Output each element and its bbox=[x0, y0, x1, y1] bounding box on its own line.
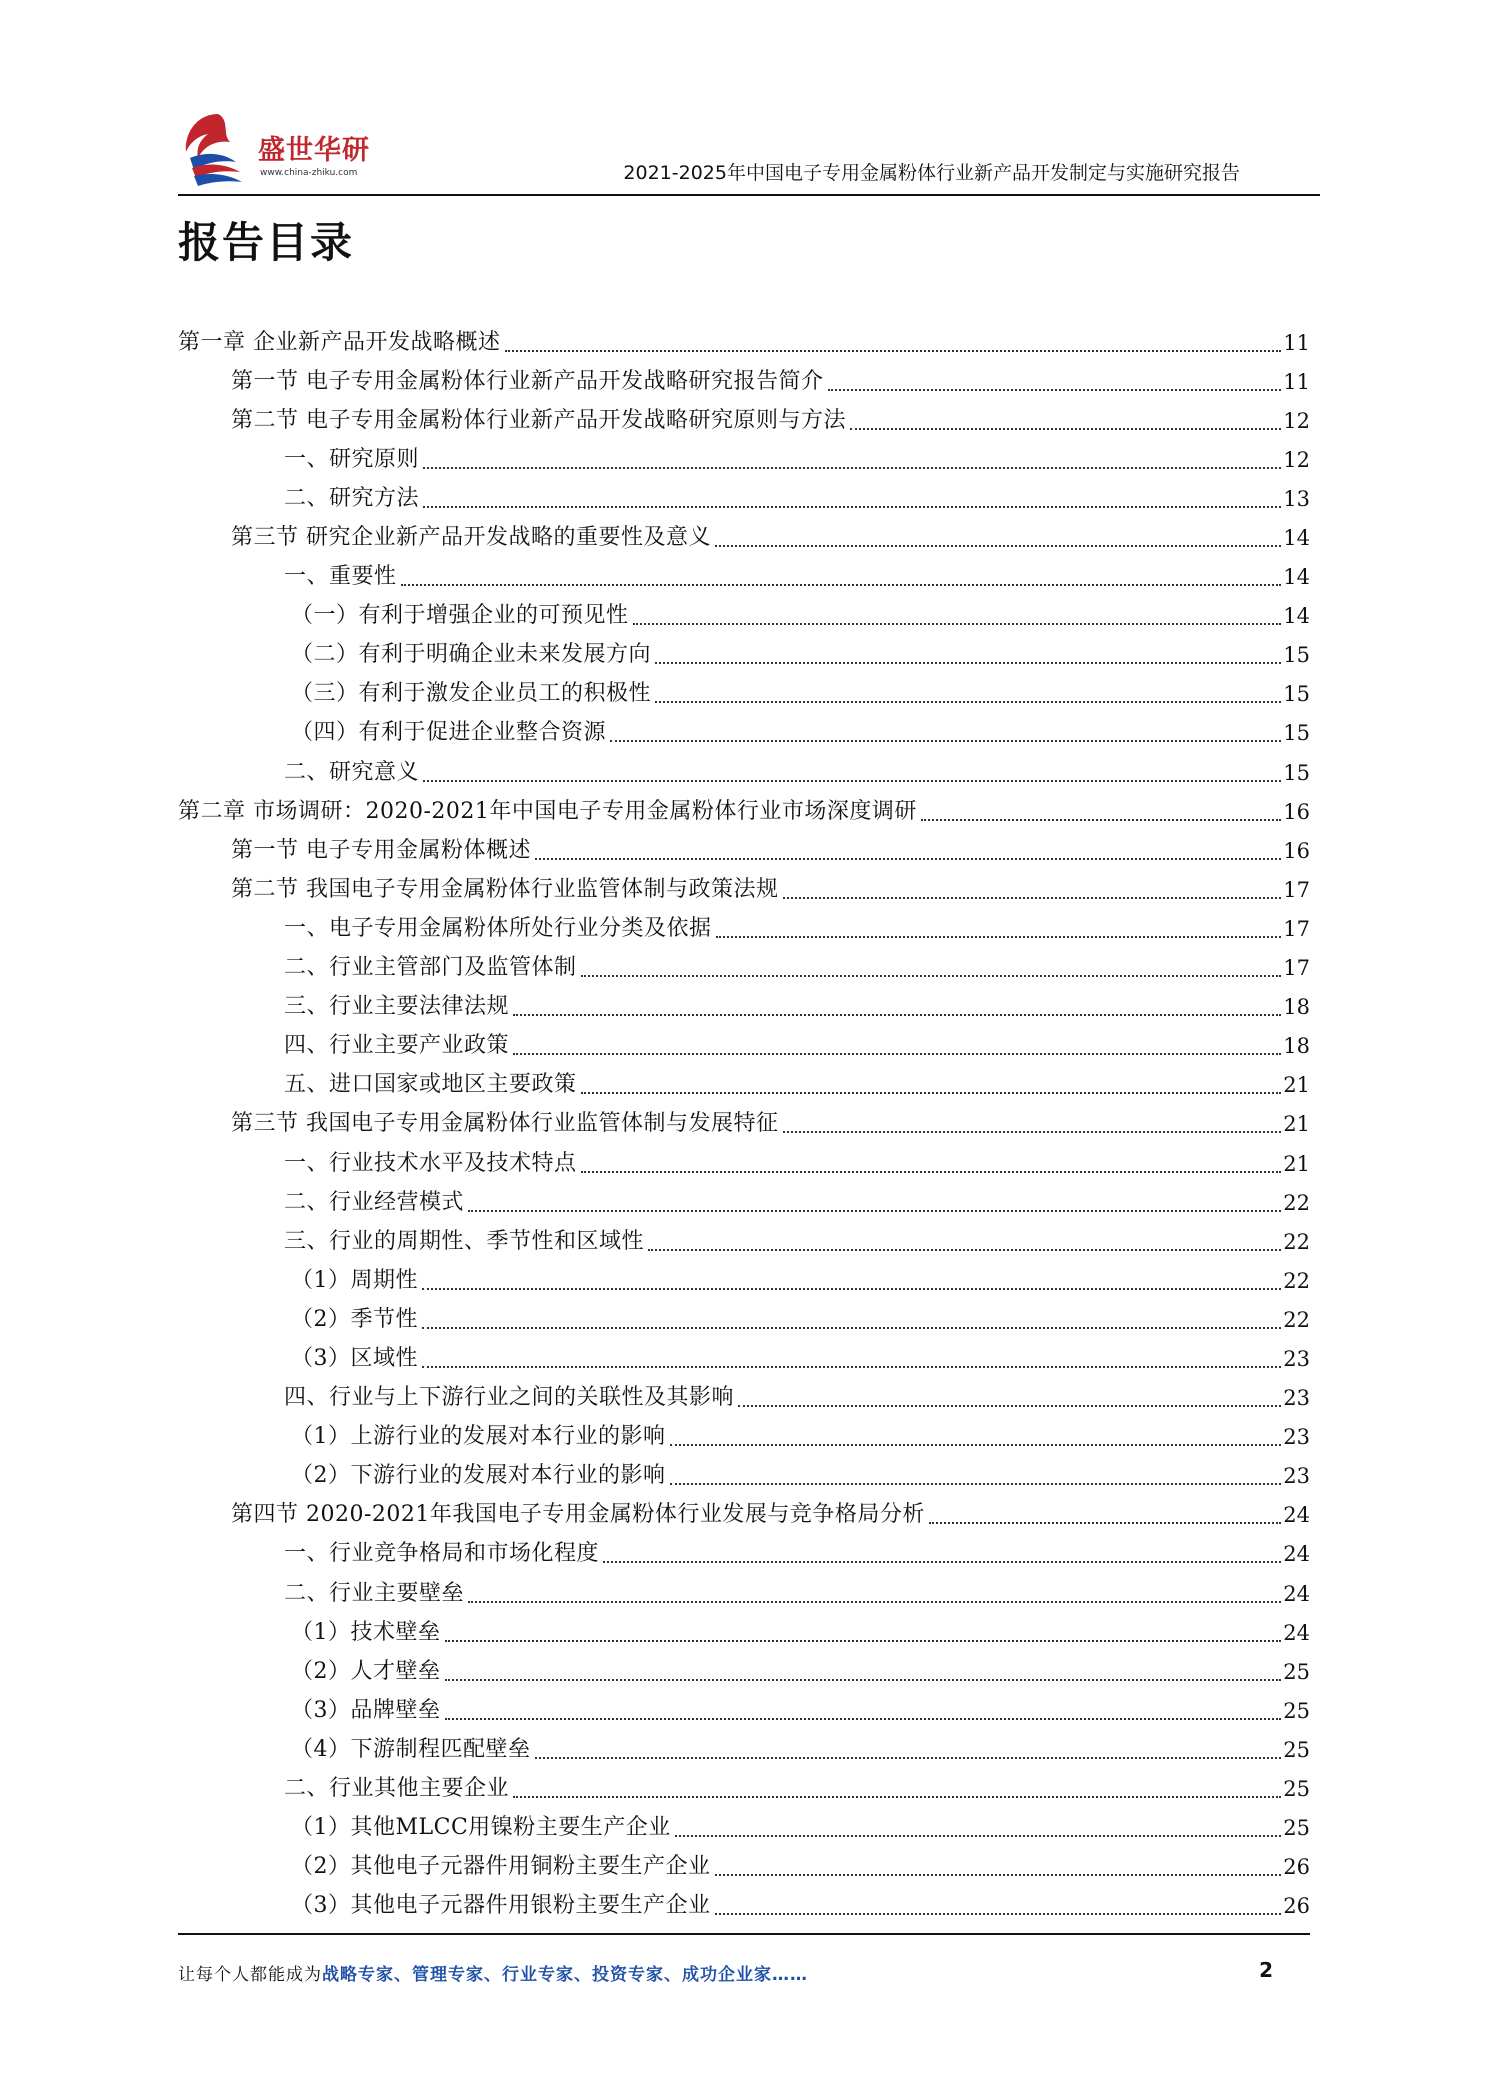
toc-entry[interactable] bbox=[178, 1769, 1310, 1808]
toc-entry-page: 16 bbox=[1283, 799, 1310, 824]
toc-entry[interactable] bbox=[178, 401, 1310, 440]
toc-entry-label: （2）其他电子元器件用铜粉主要生产企业 bbox=[291, 1854, 711, 1880]
toc-entry-page: 23 bbox=[1283, 1464, 1310, 1489]
toc-entry-page: 25 bbox=[1283, 1816, 1310, 1841]
toc-entry[interactable] bbox=[178, 1105, 1310, 1144]
toc-dot-leader bbox=[445, 1679, 1282, 1681]
toc-entry-page: 13 bbox=[1283, 486, 1310, 511]
toc-dot-leader bbox=[422, 1288, 1281, 1290]
toc-entry-label: 五、进口国家或地区主要政策 bbox=[284, 1072, 577, 1098]
toc-entry[interactable] bbox=[178, 1339, 1310, 1378]
toc-dot-leader bbox=[535, 858, 1281, 860]
toc-entry-label: 二、行业经营模式 bbox=[284, 1189, 465, 1215]
toc-entry-label: 第三节 研究企业新产品开发战略的重要性及意义 bbox=[231, 525, 711, 551]
page-header bbox=[178, 100, 1320, 196]
logo-url: www.china-zhiku.com bbox=[260, 168, 358, 178]
toc-entry-label: （1）上游行业的发展对本行业的影响 bbox=[291, 1424, 666, 1450]
toc-entry-label: 四、行业与上下游行业之间的关联性及其影响 bbox=[284, 1385, 735, 1411]
toc-entry-page: 21 bbox=[1283, 1151, 1310, 1176]
toc-dot-leader bbox=[715, 545, 1281, 547]
toc-entry-label: 第二节 我国电子专用金属粉体行业监管体制与政策法规 bbox=[231, 876, 779, 902]
toc-entry[interactable] bbox=[178, 1261, 1310, 1300]
toc-entry[interactable] bbox=[178, 440, 1310, 479]
toc-entry-page: 21 bbox=[1283, 1112, 1310, 1137]
toc-entry-label: 第四节 2020-2021年我国电子专用金属粉体行业发展与竞争格局分析 bbox=[231, 1502, 925, 1528]
toc-entry-page: 24 bbox=[1283, 1503, 1310, 1528]
toc-entry-page: 18 bbox=[1283, 995, 1310, 1020]
toc-entry-page: 22 bbox=[1283, 1307, 1310, 1332]
toc-entry[interactable] bbox=[178, 1730, 1310, 1769]
slogan-highlight: 战略专家、管理专家、行业专家、投资专家、成功企业家…… bbox=[322, 1965, 808, 1985]
toc-entry[interactable] bbox=[178, 1222, 1310, 1261]
toc-dot-leader bbox=[468, 1601, 1281, 1603]
toc-entry-label: （3）品牌壁垒 bbox=[291, 1697, 441, 1723]
toc-entry-label: 第一节 电子专用金属粉体概述 bbox=[231, 837, 531, 863]
report-title: 2021-2025年中国电子专用金属粉体行业新产品开发制定与实施研究报告 bbox=[623, 162, 1240, 184]
table-of-contents bbox=[178, 323, 1310, 1926]
toc-entry-label: 二、行业主管部门及监管体制 bbox=[284, 955, 577, 981]
toc-entry[interactable] bbox=[178, 1066, 1310, 1105]
toc-dot-leader bbox=[422, 1366, 1281, 1368]
toc-entry-label: （4）下游制程匹配壁垒 bbox=[291, 1736, 531, 1762]
toc-entry-label: 第一节 电子专用金属粉体行业新产品开发战略研究报告简介 bbox=[231, 368, 824, 394]
toc-entry[interactable] bbox=[178, 792, 1310, 831]
logo-emblem-icon bbox=[178, 106, 258, 186]
toc-dot-leader bbox=[401, 584, 1282, 586]
toc-entry-label: 二、研究意义 bbox=[284, 759, 420, 785]
toc-dot-leader bbox=[655, 662, 1281, 664]
toc-dot-leader bbox=[468, 1210, 1281, 1212]
toc-entry-label: （三）有利于激发企业员工的积极性 bbox=[291, 681, 652, 707]
toc-dot-leader bbox=[716, 936, 1282, 938]
toc-entry-page: 24 bbox=[1283, 1581, 1310, 1606]
toc-entry-page: 21 bbox=[1283, 1073, 1310, 1098]
toc-entry-label: 第二节 电子专用金属粉体行业新产品开发战略研究原则与方法 bbox=[231, 407, 846, 433]
toc-entry-page: 14 bbox=[1283, 526, 1310, 551]
toc-entry[interactable] bbox=[178, 1848, 1310, 1887]
toc-entry-label: 四、行业主要产业政策 bbox=[284, 1033, 510, 1059]
toc-dot-leader bbox=[655, 701, 1281, 703]
footer-slogan bbox=[178, 1960, 808, 1985]
toc-entry[interactable] bbox=[178, 1418, 1310, 1457]
toc-entry-label: 一、行业竞争格局和市场化程度 bbox=[284, 1541, 600, 1567]
toc-dot-leader bbox=[581, 1171, 1282, 1173]
toc-entry-label: （二）有利于明确企业未来发展方向 bbox=[291, 642, 652, 668]
toc-entry-label: 三、行业的周期性、季节性和区域性 bbox=[284, 1228, 645, 1254]
toc-entry[interactable] bbox=[178, 1535, 1310, 1574]
toc-entry[interactable] bbox=[178, 362, 1310, 401]
toc-dot-leader bbox=[670, 1483, 1282, 1485]
toc-entry-page: 25 bbox=[1283, 1737, 1310, 1762]
toc-entry[interactable] bbox=[178, 1691, 1310, 1730]
logo-name: 盛世华研 bbox=[258, 135, 370, 166]
toc-entry[interactable] bbox=[178, 1027, 1310, 1066]
toc-dot-leader bbox=[715, 1913, 1282, 1915]
toc-entry-label: 第一章 企业新产品开发战略概述 bbox=[178, 329, 501, 355]
toc-entry-page: 18 bbox=[1283, 1034, 1310, 1059]
toc-dot-leader bbox=[513, 1014, 1281, 1016]
toc-entry[interactable] bbox=[178, 636, 1310, 675]
toc-dot-leader bbox=[581, 975, 1282, 977]
toc-entry-page: 25 bbox=[1283, 1698, 1310, 1723]
toc-dot-leader bbox=[445, 1640, 1282, 1642]
toc-entry-page: 15 bbox=[1283, 643, 1310, 668]
toc-entry-page: 23 bbox=[1283, 1425, 1310, 1450]
toc-entry[interactable] bbox=[178, 1183, 1310, 1222]
slogan-prefix: 让每个人都能成为 bbox=[178, 1965, 322, 1985]
toc-entry-label: （一）有利于增强企业的可预见性 bbox=[291, 603, 629, 629]
toc-entry[interactable] bbox=[178, 479, 1310, 518]
toc-entry-label: 一、重要性 bbox=[284, 564, 397, 590]
toc-entry[interactable] bbox=[178, 1144, 1310, 1183]
toc-entry-label: 二、行业其他主要企业 bbox=[284, 1776, 510, 1802]
toc-entry-page: 22 bbox=[1283, 1268, 1310, 1293]
header-divider bbox=[178, 194, 1320, 196]
toc-entry-label: 二、研究方法 bbox=[284, 485, 420, 511]
toc-entry[interactable] bbox=[178, 831, 1310, 870]
toc-entry-page: 14 bbox=[1283, 565, 1310, 590]
toc-dot-leader bbox=[423, 467, 1281, 469]
toc-dot-leader bbox=[921, 819, 1281, 821]
toc-entry-page: 12 bbox=[1283, 408, 1310, 433]
toc-entry-label: （3）其他电子元器件用银粉主要生产企业 bbox=[291, 1893, 711, 1919]
toc-entry-label: 一、电子专用金属粉体所处行业分类及依据 bbox=[284, 915, 712, 941]
toc-entry-label: 一、行业技术水平及技术特点 bbox=[284, 1150, 577, 1176]
toc-dot-leader bbox=[581, 1092, 1282, 1094]
toc-entry-page: 11 bbox=[1283, 330, 1310, 355]
toc-entry[interactable] bbox=[178, 1652, 1310, 1691]
toc-entry-page: 17 bbox=[1283, 916, 1310, 941]
toc-entry[interactable] bbox=[178, 1613, 1310, 1652]
toc-dot-leader bbox=[633, 623, 1282, 625]
toc-entry-page: 15 bbox=[1283, 760, 1310, 785]
toc-entry-page: 24 bbox=[1283, 1620, 1310, 1645]
toc-entry[interactable] bbox=[178, 949, 1310, 988]
company-logo bbox=[178, 106, 388, 186]
toc-dot-leader bbox=[783, 1131, 1282, 1133]
toc-entry-label: （2）下游行业的发展对本行业的影响 bbox=[291, 1463, 666, 1489]
toc-dot-leader bbox=[513, 1796, 1281, 1798]
toc-entry-page: 25 bbox=[1283, 1659, 1310, 1684]
toc-dot-leader bbox=[423, 506, 1281, 508]
toc-dot-leader bbox=[505, 350, 1282, 352]
toc-entry-page: 11 bbox=[1283, 369, 1310, 394]
toc-dot-leader bbox=[715, 1874, 1282, 1876]
toc-dot-leader bbox=[423, 780, 1281, 782]
toc-entry-page: 23 bbox=[1283, 1386, 1310, 1411]
toc-entry[interactable] bbox=[178, 870, 1310, 909]
toc-dot-leader bbox=[783, 897, 1282, 899]
toc-entry[interactable] bbox=[178, 1457, 1310, 1496]
toc-entry-label: （1）技术壁垒 bbox=[291, 1619, 441, 1645]
toc-entry-page: 22 bbox=[1283, 1190, 1310, 1215]
toc-entry-label: 三、行业主要法律法规 bbox=[284, 994, 510, 1020]
toc-entry-label: 二、行业主要壁垒 bbox=[284, 1580, 465, 1606]
toc-dot-leader bbox=[610, 740, 1281, 742]
toc-entry[interactable] bbox=[178, 597, 1310, 636]
toc-entry-page: 24 bbox=[1283, 1542, 1310, 1567]
toc-entry-page: 14 bbox=[1283, 604, 1310, 629]
toc-entry-page: 25 bbox=[1283, 1777, 1310, 1802]
toc-dot-leader bbox=[850, 428, 1281, 430]
toc-entry-page: 15 bbox=[1283, 682, 1310, 707]
toc-entry[interactable] bbox=[178, 518, 1310, 557]
toc-entry-label: （2）人才壁垒 bbox=[291, 1658, 441, 1684]
toc-entry[interactable] bbox=[178, 1496, 1310, 1535]
toc-entry-page: 26 bbox=[1283, 1855, 1310, 1880]
toc-entry[interactable] bbox=[178, 714, 1310, 753]
toc-entry-page: 23 bbox=[1283, 1346, 1310, 1371]
toc-entry[interactable] bbox=[178, 1887, 1310, 1926]
toc-dot-leader bbox=[738, 1405, 1281, 1407]
toc-entry-label: （四）有利于促进企业整合资源 bbox=[291, 720, 607, 746]
page-title: 报告目录 bbox=[178, 218, 355, 267]
toc-entry[interactable] bbox=[178, 558, 1310, 597]
toc-entry-label: 第三节 我国电子专用金属粉体行业监管体制与发展特征 bbox=[231, 1111, 779, 1137]
toc-entry-page: 16 bbox=[1283, 838, 1310, 863]
toc-entry[interactable] bbox=[178, 753, 1310, 792]
page-number: 2 bbox=[1259, 1958, 1273, 1982]
toc-dot-leader bbox=[675, 1835, 1281, 1837]
toc-entry[interactable] bbox=[178, 1379, 1310, 1418]
toc-entry[interactable] bbox=[178, 988, 1310, 1027]
toc-entry-page: 12 bbox=[1283, 447, 1310, 472]
toc-entry-label: 第二章 市场调研：2020-2021年中国电子专用金属粉体行业市场深度调研 bbox=[178, 798, 917, 824]
toc-entry-page: 26 bbox=[1283, 1894, 1310, 1919]
toc-dot-leader bbox=[513, 1053, 1281, 1055]
toc-dot-leader bbox=[828, 389, 1282, 391]
toc-dot-leader bbox=[422, 1327, 1281, 1329]
toc-dot-leader bbox=[603, 1561, 1281, 1563]
toc-entry-page: 22 bbox=[1283, 1229, 1310, 1254]
toc-entry-page: 17 bbox=[1283, 956, 1310, 981]
toc-entry[interactable] bbox=[178, 675, 1310, 714]
toc-entry-label: （1）其他MLCC用镍粉主要生产企业 bbox=[291, 1815, 671, 1841]
footer-divider bbox=[178, 1933, 1310, 1935]
toc-entry[interactable] bbox=[178, 1300, 1310, 1339]
toc-dot-leader bbox=[445, 1718, 1282, 1720]
toc-entry-label: 一、研究原则 bbox=[284, 446, 420, 472]
toc-dot-leader bbox=[929, 1522, 1281, 1524]
toc-entry-label: （1）周期性 bbox=[291, 1267, 418, 1293]
toc-entry-label: （2）季节性 bbox=[291, 1306, 418, 1332]
toc-entry-label: （3）区域性 bbox=[291, 1345, 418, 1371]
toc-entry[interactable] bbox=[178, 1574, 1310, 1613]
toc-dot-leader bbox=[648, 1249, 1281, 1251]
toc-entry[interactable] bbox=[178, 1809, 1310, 1848]
toc-dot-leader bbox=[535, 1757, 1282, 1759]
toc-entry-page: 17 bbox=[1283, 877, 1310, 902]
toc-entry-page: 15 bbox=[1283, 721, 1310, 746]
toc-dot-leader bbox=[670, 1444, 1282, 1446]
toc-entry[interactable] bbox=[178, 909, 1310, 948]
toc-entry[interactable] bbox=[178, 323, 1310, 362]
